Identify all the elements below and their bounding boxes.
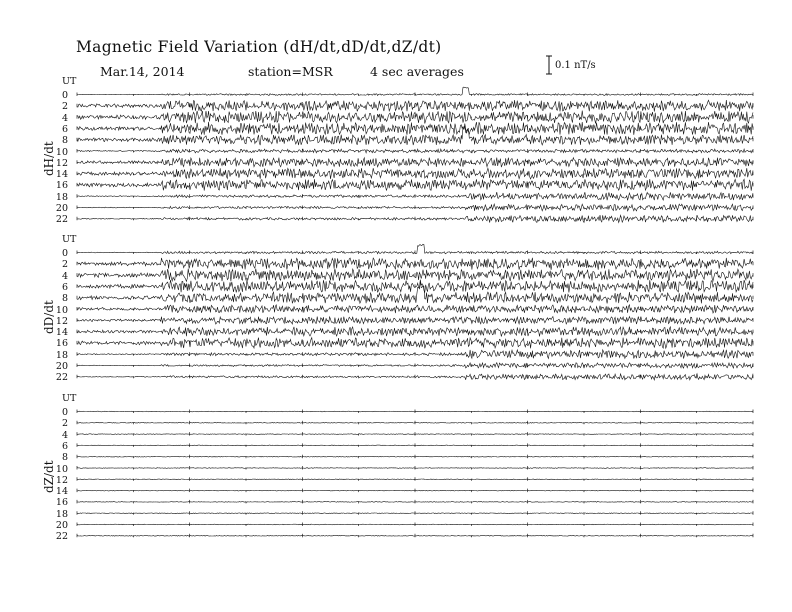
trace-dZ/dt-8: [77, 456, 753, 457]
row-hour-label: 20: [55, 361, 68, 372]
row-hour-label: 2: [61, 259, 68, 271]
scale-bar-label: 0.1 nT/s: [555, 60, 596, 71]
row-hour-label: 10: [55, 146, 68, 158]
row-hour-label: 0: [61, 90, 68, 101]
row-hour-label: 10: [55, 304, 68, 316]
row-hour-label: 6: [61, 281, 68, 293]
row-hour-label: 6: [61, 440, 68, 452]
panel-label-0: dH/dt: [42, 141, 56, 177]
row-hour-label: 4: [61, 429, 68, 441]
trace-dZ/dt-16: [77, 502, 753, 503]
trace-dH/dt-18: [77, 192, 753, 200]
date-label: Mar.14, 2014: [100, 64, 185, 79]
row-hour-label: 22: [55, 531, 68, 543]
trace-dD/dt-12: [77, 317, 753, 325]
station-label: station=MSR: [248, 64, 333, 79]
row-hour-label: 4: [61, 270, 68, 282]
trace-dD/dt-8: [77, 280, 753, 304]
row-hour-label: 10: [55, 463, 68, 475]
row-hour-label: 8: [61, 293, 68, 305]
row-hour-label: 14: [55, 327, 68, 339]
trace-dZ/dt-4: [77, 434, 753, 435]
row-hour-label: 8: [61, 135, 68, 147]
row-hour-label: 18: [55, 191, 68, 203]
panel-label-2: dZ/dt: [42, 460, 56, 494]
row-hour-label: 0: [61, 407, 68, 418]
row-hour-label: 12: [55, 315, 68, 327]
row-hour-label: 0: [61, 248, 68, 259]
row-hour-label: 16: [55, 180, 68, 192]
averaging-label: 4 sec averages: [370, 64, 464, 79]
trace-dH/dt-0: [77, 87, 753, 95]
row-hour-label: 22: [55, 372, 68, 384]
row-hour-label: 16: [55, 497, 68, 509]
row-hour-label: 18: [55, 508, 68, 520]
row-hour-label: 16: [55, 338, 68, 350]
row-hour-label: 6: [61, 123, 68, 135]
row-hour-label: 2: [61, 101, 68, 113]
trace-dH/dt-14: [77, 168, 753, 179]
trace-dZ/dt-18: [77, 513, 753, 514]
row-hour-label: 14: [55, 486, 68, 498]
row-hour-label: 8: [61, 452, 68, 464]
ut-label: UT: [62, 76, 77, 87]
row-hour-label: 14: [55, 169, 68, 181]
panel-label-1: dD/dt: [42, 300, 56, 335]
row-hour-label: 20: [55, 520, 68, 531]
row-hour-label: 4: [61, 112, 68, 124]
row-hour-label: 12: [55, 474, 68, 486]
trace-dH/dt-20: [77, 204, 753, 211]
ut-label: UT: [62, 393, 77, 404]
row-hour-label: 18: [55, 349, 68, 361]
ut-label: UT: [62, 234, 77, 245]
trace-dZ/dt-20: [77, 524, 753, 525]
chart-title: Magnetic Field Variation (dH/dt,dD/dt,dZ/dt): [76, 38, 442, 56]
row-hour-label: 20: [55, 203, 68, 214]
row-hour-label: 12: [55, 157, 68, 169]
row-hour-label: 22: [55, 214, 68, 226]
row-hour-label: 2: [61, 418, 68, 430]
